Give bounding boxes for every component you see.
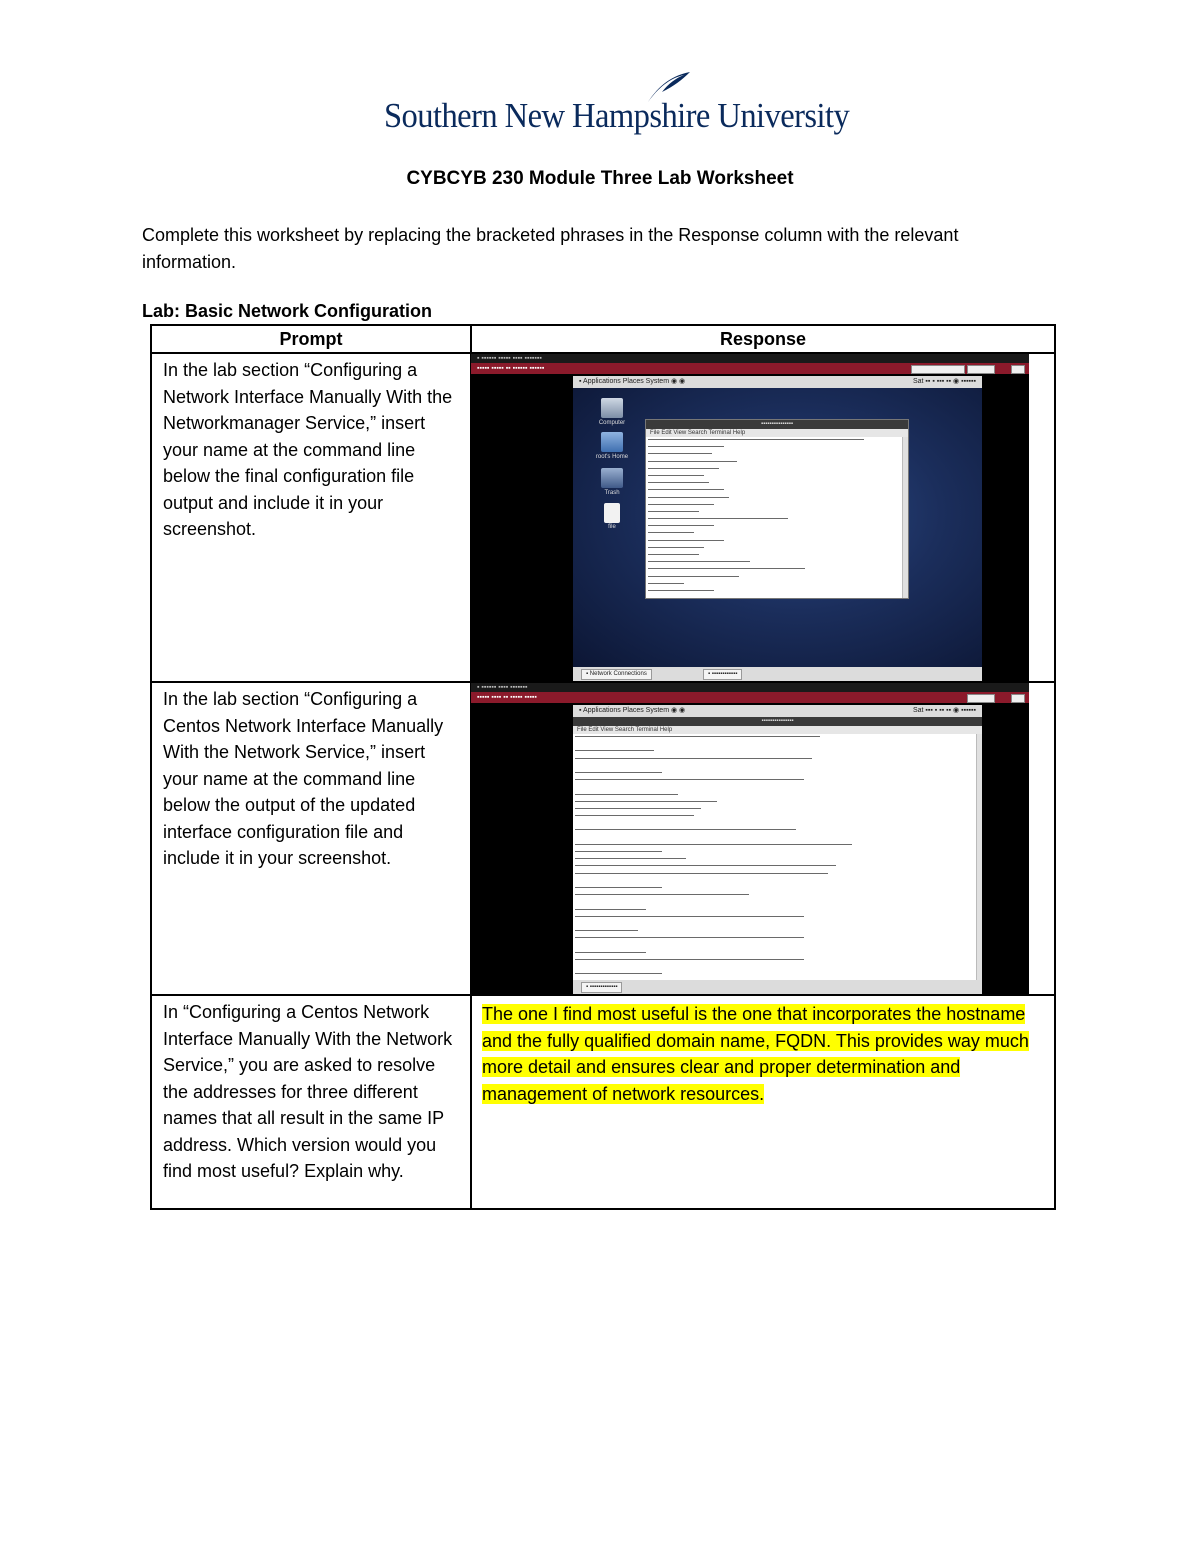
trash-icon [601,468,623,488]
prompt-text: In “Configuring a Centos Network Interface Manually With the Network Service,” you are asked to resolve the addresses for three different names that all result in the same IP address. Which version would you find most useful? Explain why. [163,1002,453,1181]
column-header-prompt: Prompt [151,325,471,353]
gnome-top-panel: ▪ Applications Places System ◉ ◉ Sat ▪▪▪ ▪ ▪▪ ▪▪ ◉ ▪▪▪▪▪▪ [573,705,982,717]
lab-banner: ▪▪▪▪▪ ▪▪▪▪ ▪▪ ▪▪▪▪▪ ▪▪▪▪▪ [471,692,1029,703]
worksheet-table [150,324,1056,1210]
prompt-cell [151,682,471,995]
terminal-window: ▪▪▪▪▪▪▪▪▪▪▪▪▪▪▪ File Edit View Search Terminal Help [645,419,909,599]
worksheet-title: CYBCYB 230 Module Three Lab Worksheet [406,168,794,189]
terminal-window: ▪▪▪▪▪▪▪▪▪▪▪▪▪▪▪ File Edit View Search Terminal Help [573,717,982,980]
column-header-response: Response [471,325,1055,353]
table-header-row [151,325,1055,353]
networkmanager-screenshot [471,354,1029,681]
gnome-taskbar: ▪ ▪▪▪▪▪▪▪▪▪▪▪▪▪ [573,980,982,994]
university-logo [384,70,850,142]
lab-banner: ▪▪▪▪▪ ▪▪▪▪▪ ▪▪ ▪▪▪▪▪▪ ▪▪▪▪▪▪ [471,363,1029,374]
table-row [151,682,1055,995]
prompt-cell [151,995,471,1209]
prompt-text: In the lab section “Configuring a Centos Network Interface Manually With the Network Service,” insert your name at the command line below the output of the updated interface configuration file and include it in your screenshot. [163,689,444,868]
quill-leaf-icon [646,70,692,104]
prompt-text: In the lab section “Configuring a Network Interface Manually With the Networkmanager Service,” insert your name at the command line below the final configuration file output and include it in your screenshot. [163,360,453,539]
gnome-top-panel: ▪ Applications Places System ◉ ◉ Sat ▪▪ ▪ ▪▪▪ ▪▪ ◉ ▪▪▪▪▪▪ [573,376,982,388]
university-name: Southern New Hampshire University [384,96,850,135]
vm-window-titlebar: ▪ ▪▪▪▪▪▪ ▪▪▪▪▪ ▪▪▪▪ ▪▪▪▪▪▪▪ [471,354,1029,363]
file-icon [604,503,620,523]
home-folder-icon [601,432,623,452]
table-row [151,995,1055,1209]
table-row [151,353,1055,682]
vm-window-titlebar: ▪ ▪▪▪▪▪▪ ▪▪▪▪ ▪▪▪▪▪▪▪ [471,683,1029,692]
network-service-screenshot [471,683,1029,994]
response-cell [471,995,1055,1209]
computer-icon [601,398,623,418]
lab-heading: Lab: Basic Network Configuration [142,301,433,321]
prompt-cell [151,353,471,682]
gnome-taskbar: ▪ Network Connections ▪ ▪▪▪▪▪▪▪▪▪▪▪▪ [573,667,982,681]
centos-desktop [573,717,982,980]
instructions-paragraph: Complete this worksheet by replacing the bracketed phrases in the Response column with the relevant information. [142,225,959,272]
centos-desktop: Computer root's Home Trash file ▪▪▪▪▪▪▪▪▪▪▪▪▪▪▪ File Edit View Search Terminal Help [573,388,982,667]
response-cell [471,682,1055,995]
response-answer: The one I find most useful is the one that incorporates the hostname and the fully qualified domain name, FQDN. This provides way much more detail and ensures clear and proper determination and management of network resources. [482,1004,1029,1104]
response-cell [471,353,1055,682]
